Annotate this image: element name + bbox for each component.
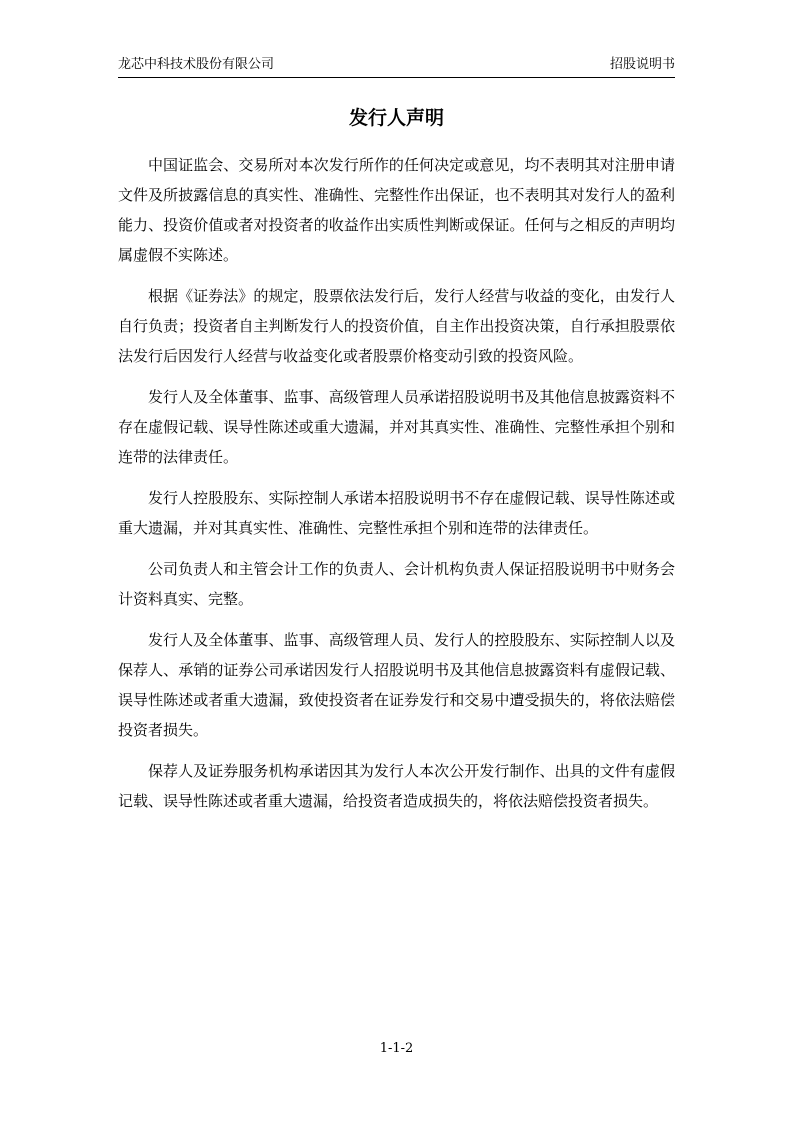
page-number: 1-1-2 bbox=[379, 1041, 414, 1056]
paragraph-6: 发行人及全体董事、监事、高级管理人员、发行人的控股股东、实际控制人以及保荐人、承销的证券公司承诺因发行人招股说明书及其他信息披露资料有虚假记载、误导性陈述或者重大遗漏，致使投资者在证券发行和交易中遭受损失的，将依法赔偿投资者损失。 bbox=[118, 631, 675, 739]
paragraph-1: 中国证监会、交易所对本次发行所作的任何决定或意见，均不表明其对注册申请文件及所披露信息的真实性、准确性、完整性作出保证，也不表明其对发行人的盈利能力、投资价值或者对投资者的收益作出实质性判断或保证。任何与之相反的声明均属虚假不实陈述。 bbox=[118, 156, 675, 264]
header-company-name: 龙芯中科技术股份有限公司 bbox=[118, 57, 275, 72]
paragraph-2: 根据《证券法》的规定，股票依法发行后，发行人经营与收益的变化，由发行人自行负责；投资者自主判断发行人的投资价值，自主作出投资决策，自行承担股票依法发行后因发行人经营与收益变化或者股票价格变动引致的投资风险。 bbox=[118, 287, 675, 365]
paragraph-3: 发行人及全体董事、监事、高级管理人员承诺招股说明书及其他信息披露资料不存在虚假记载、误导性陈述或重大遗漏，并对其真实性、准确性、完整性承担个别和连带的法律责任。 bbox=[118, 388, 675, 466]
paragraph-4: 发行人控股股东、实际控制人承诺本招股说明书不存在虚假记载、误导性陈述或重大遗漏，并对其真实性、准确性、完整性承担个别和连带的法律责任。 bbox=[118, 489, 675, 537]
document-body bbox=[118, 150, 675, 827]
document-title: 发行人声明 bbox=[348, 107, 444, 129]
paragraph-7: 保荐人及证券服务机构承诺因其为发行人本次公开发行制作、出具的文件有虚假记载、误导性陈述或者重大遗漏，给投资者造成损失的，将依法赔偿投资者损失。 bbox=[118, 762, 675, 810]
header-document-type: 招股说明书 bbox=[609, 57, 675, 72]
page-header bbox=[118, 55, 675, 78]
paragraph-5: 公司负责人和主管会计工作的负责人、会计机构负责人保证招股说明书中财务会计资料真实、完整。 bbox=[118, 560, 675, 608]
